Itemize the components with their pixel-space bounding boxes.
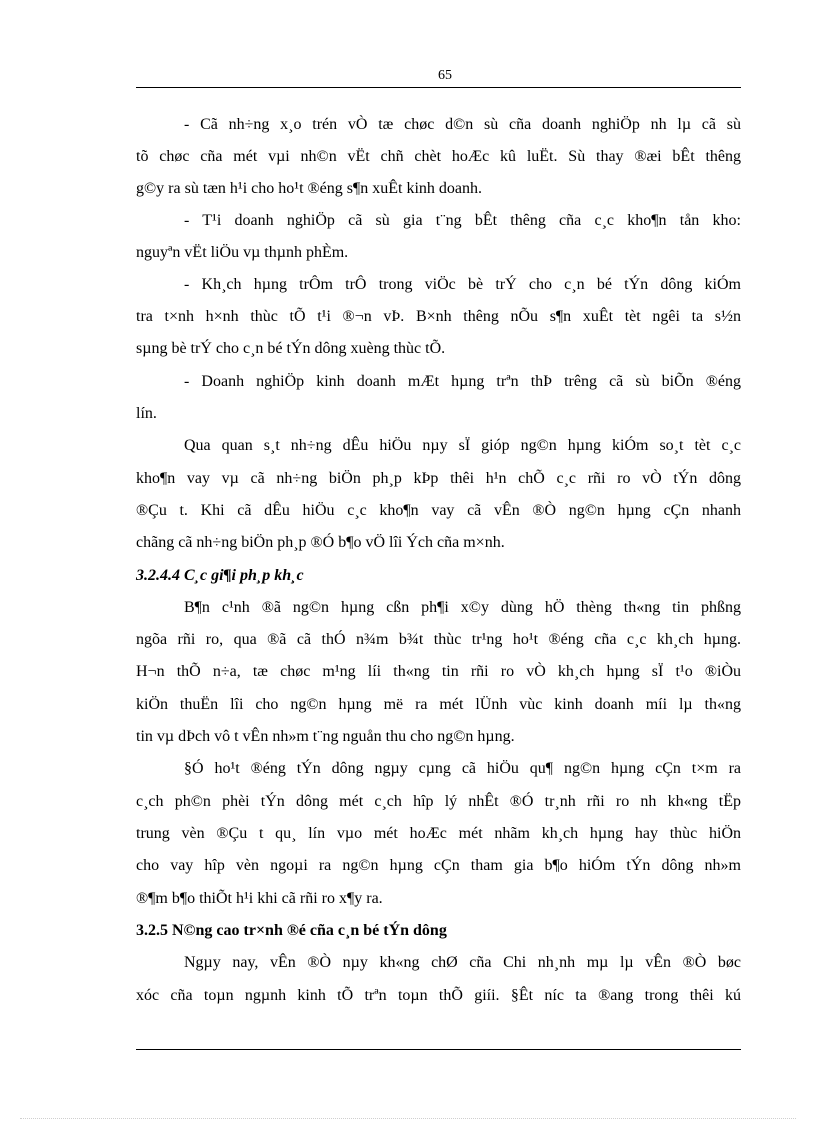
text-line: lín.	[136, 405, 157, 422]
footer-rule	[136, 1049, 741, 1050]
text-line: xóc cña toµn ngµnh kinh tÕ trªn toµn thÕ giíi. §Êt níc ta ®ang trong thêi kú	[136, 987, 741, 1004]
text-line: - Kh¸ch hµng trÔm trÔ trong viÖc bè trÝ cho c¸n bé tÝn dông kiÓm	[184, 276, 741, 293]
text-line: B¶n c¹nh ®ã ng©n hµng cßn ph¶i x©y dùng hÖ thèng th«ng tin phßng	[184, 599, 741, 616]
text-line: - Cã nh÷ng x¸o trén vÒ tæ chøc d©n sù cña doanh nghiÖp nh lµ cã sù	[184, 116, 741, 133]
text-line: tin vµ dÞch vô t vÊn nh»m t¨ng nguån thu cho ng©n hµng.	[136, 728, 515, 745]
text-line: kiÖn thuËn lîi cho ng©n hµng më ra mét lÜnh vùc kinh doanh míi lµ th«ng	[136, 696, 741, 713]
text-line: ®Çu t. Khi cã dÊu hiÖu c¸c kho¶n vay cã vÊn ®Ò ng©n hµng cÇn nhanh	[136, 502, 741, 519]
text-line: ngõa rñi ro, qua ®ã cã thÓ n¾m b¾t thùc tr¹ng ho¹t ®éng cña c¸c kh¸ch hµng.	[136, 631, 741, 648]
text-line: tra t×nh h×nh thùc tÕ t¹i ®¬n vÞ. B×nh thêng nÕu s¶n xuÊt tèt ngêi ta s½n	[136, 308, 741, 325]
text-line: - T¹i doanh nghiÖp cã sù gia t¨ng bÊt thêng cña c¸c kho¶n tån kho:	[184, 212, 741, 229]
header-rule	[136, 87, 741, 88]
text-line: ®¶m b¶o thiÕt h¹i khi cã rñi ro x¶y ra.	[136, 890, 383, 907]
text-line: trung vèn ®Çu t qu¸ lín vµo mét hoÆc mét nhãm kh¸ch hµng hay thùc hiÖn	[136, 825, 741, 842]
text-line: Qua quan s¸t nh÷ng dÊu hiÖu nµy sÏ gióp ng©n hµng kiÓm so¸t tèt c¸c	[184, 437, 741, 454]
text-line: cho vay hîp vèn ngoµi ra ng©n hµng cÇn tham gia b¶o hiÓm tÝn dông nh»m	[136, 857, 741, 874]
text-line: chãng cã nh÷ng biÖn ph¸p ®Ó b¶o vÖ lîi Ých cña m×nh.	[136, 534, 505, 551]
text-line: g©y ra sù tæn h¹i cho ho¹t ®éng s¶n xuÊt kinh doanh.	[136, 180, 483, 197]
section-heading: 3.2.5 N©ng cao tr×nh ®é cña c¸n bé tÝn dông	[136, 922, 447, 939]
text-line: H¬n thÕ n÷a, tæ chøc m¹ng líi th«ng tin rñi ro vÒ kh¸ch hµng sÏ t¹o ®iÒu	[136, 663, 741, 680]
text-line: nguyªn vËt liÖu vµ thµnh phÈm.	[136, 244, 349, 261]
section-heading: 3.2.4.4 C¸c gi¶i ph¸p kh¸c	[136, 567, 304, 584]
text-line: - Doanh nghiÖp kinh doanh mÆt hµng trªn thÞ trêng cã sù biÕn ®éng	[184, 373, 741, 390]
text-line: c¸ch ph©n phèi tÝn dông mét c¸ch hîp lý nhÊt ®Ó tr¸nh rñi ro nh kh«ng tËp	[136, 793, 741, 810]
text-line: sµng bè trÝ cho c¸n bé tÝn dông xuèng thùc tÕ.	[136, 340, 446, 357]
text-line: Ngµy nay, vÊn ®Ò nµy kh«ng chØ cña Chi nh¸nh mµ lµ vÊn ®Ò bøc	[184, 954, 741, 971]
text-line: tõ chøc cña mét vµi nh©n vËt chñ chèt hoÆc kû luËt. Sù thay ®æi bÊt thêng	[136, 148, 741, 165]
text-line: kho¶n vay vµ cã nh÷ng biÖn ph¸p kÞp thêi h¹n chÕ c¸c rñi ro vÒ tÝn dông	[136, 470, 741, 487]
page-number: 65	[438, 68, 452, 83]
text-line: §Ó ho¹t ®éng tÝn dông ngµy cµng cã hiÖu qu¶ ng©n hµng cÇn t×m ra	[184, 760, 741, 777]
page-edge-dots	[20, 1118, 796, 1119]
